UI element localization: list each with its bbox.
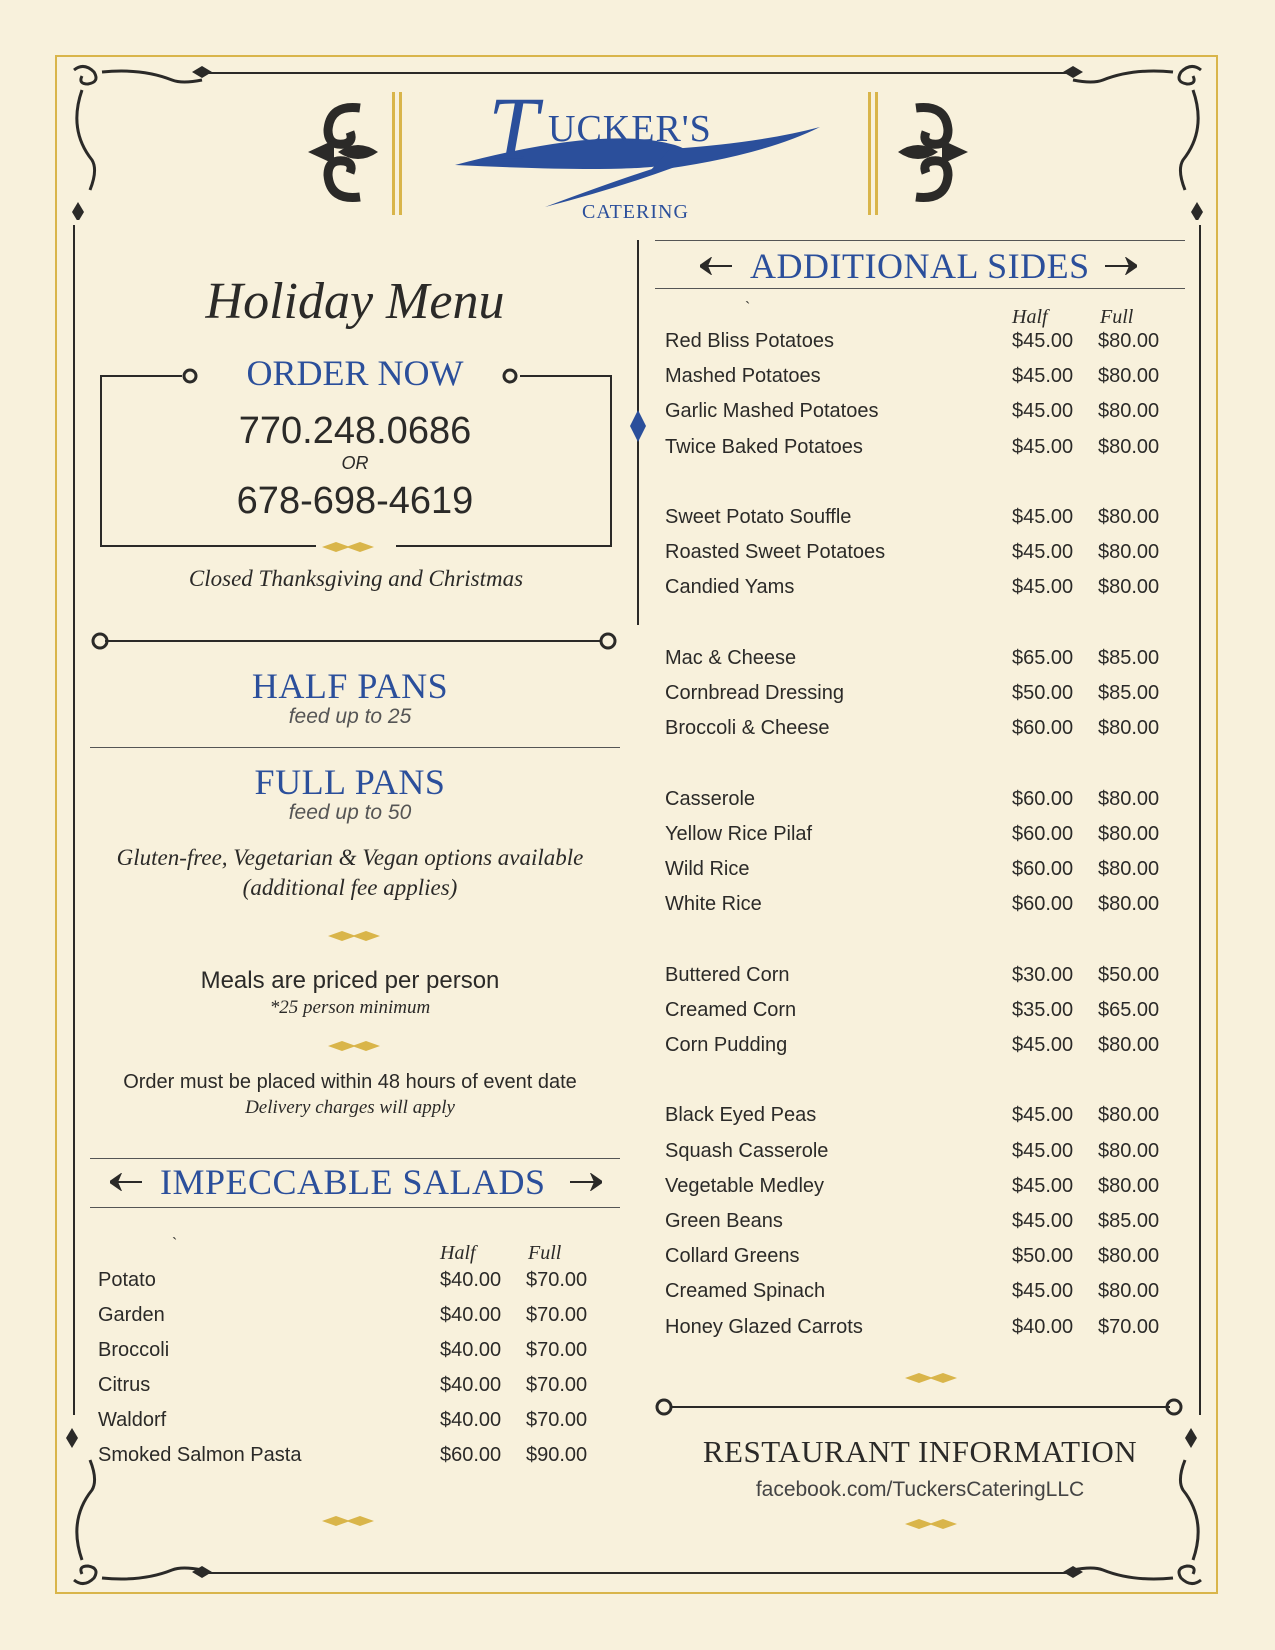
menu-item-name: Yellow Rice Pilaf — [665, 822, 813, 845]
sides-heading: ADDITIONAL SIDES — [750, 246, 1090, 286]
gold-bar — [399, 92, 402, 215]
menu-row — [665, 1210, 1175, 1238]
scroll-ornament-icon — [888, 100, 968, 205]
menu-item-full: $80.00 — [1098, 400, 1160, 423]
menu-item-full: $80.00 — [1098, 1280, 1160, 1303]
menu-item-half: $40.00 — [440, 1269, 502, 1291]
menu-row — [665, 999, 1175, 1027]
menu-item-half: $45.00 — [1012, 330, 1074, 352]
sides-tick: ` — [745, 300, 751, 317]
menu-item-half: $45.00 — [1012, 1210, 1074, 1232]
arrow-flourish-icon — [110, 1173, 142, 1191]
delivery-note: Delivery charges will apply — [245, 1097, 455, 1118]
menu-row — [665, 1245, 1175, 1273]
menu-item-full: $80.00 — [1098, 506, 1160, 528]
menu-item-name: Citrus — [98, 1374, 151, 1396]
menu-item-name: Squash Casserole — [665, 1139, 829, 1162]
options-line-1: Gluten-free, Vegetarian & Vegan options available — [116, 845, 584, 870]
order-rule-note: Order must be placed within 48 hours of event date — [123, 1071, 577, 1093]
menu-item-name: Buttered Corn — [665, 963, 790, 986]
corner-flourish-icon — [62, 60, 212, 220]
menu-item-full: $70.00 — [526, 1374, 588, 1396]
curl-icon — [652, 1396, 676, 1418]
menu-item-name: Casserole — [665, 787, 756, 810]
menu-item-name: Corn Pudding — [665, 1034, 788, 1056]
menu-item-name: Waldorf — [98, 1409, 167, 1431]
info-curl-rule — [670, 1406, 1170, 1408]
menu-item-half: $45.00 — [1012, 1174, 1074, 1197]
menu-item-name: Creamed Spinach — [665, 1280, 826, 1303]
salads-full-label: Full — [528, 1242, 562, 1264]
menu-row — [665, 541, 1175, 569]
menu-item-full: $70.00 — [526, 1409, 588, 1431]
gold-bar — [875, 92, 878, 215]
menu-row — [665, 1280, 1175, 1308]
menu-item-half: $50.00 — [1012, 1245, 1074, 1268]
menu-item-half: $60.00 — [1012, 822, 1074, 845]
menu-item-half: $30.00 — [1012, 963, 1074, 986]
menu-row — [665, 717, 1175, 745]
menu-item-half: $65.00 — [1012, 646, 1074, 669]
menu-row — [665, 506, 1175, 534]
menu-item-half: $60.00 — [1012, 893, 1074, 916]
menu-item-name: Garlic Mashed Potatoes — [665, 400, 879, 423]
phone-primary[interactable]: 770.248.0686 — [238, 410, 472, 452]
logo-sub: CATERING — [582, 201, 689, 223]
facebook-link[interactable]: facebook.com/TuckersCateringLLC — [755, 1478, 1085, 1501]
salads-heading: IMPECCABLE SALADS — [160, 1162, 546, 1202]
salads-tick: ` — [172, 1236, 178, 1253]
menu-row — [98, 1444, 598, 1472]
menu-item-full: $65.00 — [1098, 998, 1160, 1021]
menu-item-full: $80.00 — [1098, 1139, 1160, 1162]
menu-item-full: $80.00 — [1098, 1174, 1160, 1197]
menu-item-half: $35.00 — [1012, 998, 1074, 1021]
menu-item-name: White Rice — [665, 893, 762, 916]
menu-item-name: Smoked Salmon Pasta — [98, 1444, 302, 1466]
curl-rule — [105, 640, 602, 642]
menu-item-name: Roasted Sweet Potatoes — [665, 541, 886, 564]
closed-note: Closed Thanksgiving and Christmas — [188, 566, 524, 591]
menu-item-name: Black Eyed Peas — [665, 1104, 817, 1127]
menu-item-name: Garden — [98, 1304, 165, 1326]
menu-item-name: Cornbread Dressing — [665, 682, 844, 704]
menu-item-name: Wild Rice — [665, 858, 750, 880]
sides-half-label: Half — [1012, 306, 1048, 328]
menu-row — [665, 1316, 1175, 1344]
logo-initial: T — [488, 80, 539, 179]
menu-item-name: Potato — [98, 1269, 156, 1291]
menu-item-full: $70.00 — [526, 1339, 588, 1361]
menu-item-full: $80.00 — [1098, 435, 1160, 458]
gold-bar — [868, 92, 871, 215]
top-rule — [205, 72, 1070, 74]
gold-diamonds-icon — [905, 1518, 965, 1530]
menu-item-name: Mac & Cheese — [665, 646, 797, 669]
menu-item-half: $45.00 — [1012, 576, 1074, 599]
menu-row — [665, 436, 1175, 464]
menu-item-full: $80.00 — [1098, 1034, 1160, 1056]
menu-item-full: $80.00 — [1098, 576, 1160, 599]
menu-item-full: $50.00 — [1098, 963, 1160, 986]
right-rule — [1199, 225, 1201, 1415]
menu-item-full: $85.00 — [1098, 1210, 1160, 1232]
menu-item-half: $60.00 — [440, 1444, 502, 1466]
arrow-flourish-icon — [700, 257, 732, 275]
menu-row — [665, 576, 1175, 604]
menu-item-full: $80.00 — [1098, 787, 1160, 810]
menu-item-half: $45.00 — [1012, 506, 1074, 528]
holiday-menu-text: Holiday Menu — [205, 273, 505, 330]
menu-item-full: $70.00 — [526, 1269, 588, 1291]
full-pans-heading: FULL PANS — [254, 762, 446, 802]
arrow-flourish-icon — [1105, 257, 1137, 275]
curl-icon — [88, 630, 112, 652]
menu-item-full: $80.00 — [1098, 1245, 1160, 1268]
menu-item-half: $50.00 — [1012, 682, 1074, 704]
meals-priced-note: Meals are priced per person — [200, 967, 500, 994]
gold-diamonds-icon — [328, 1040, 388, 1052]
gold-diamonds-icon — [322, 1515, 382, 1527]
menu-row — [665, 893, 1175, 921]
menu-item-full: $85.00 — [1098, 646, 1160, 669]
menu-row — [665, 682, 1175, 710]
menu-item-half: $60.00 — [1012, 787, 1074, 810]
bottom-rule — [205, 1572, 1070, 1574]
logo-name: UCKER'S — [548, 108, 712, 150]
menu-item-name: Vegetable Medley — [665, 1174, 825, 1197]
menu-row — [665, 330, 1175, 358]
menu-row — [665, 1034, 1175, 1062]
menu-row — [665, 365, 1175, 393]
gold-diamonds-icon — [905, 1372, 965, 1384]
menu-item-half: $40.00 — [440, 1374, 502, 1396]
menu-row — [665, 788, 1175, 816]
scroll-ornament-icon — [308, 100, 388, 205]
salads-bottom-rule — [90, 1207, 620, 1208]
full-pans-feed: feed up to 50 — [288, 801, 412, 824]
menu-row — [665, 1175, 1175, 1203]
menu-item-name: Candied Yams — [665, 576, 795, 599]
menu-item-half: $45.00 — [1012, 541, 1074, 564]
sides-full-label: Full — [1100, 306, 1134, 328]
half-pans-feed: feed up to 25 — [288, 705, 412, 728]
tuckers-logo — [450, 80, 830, 225]
gold-bar — [392, 92, 395, 215]
menu-item-name: Green Beans — [665, 1210, 783, 1232]
menu-item-full: $80.00 — [1098, 893, 1160, 916]
menu-item-name: Broccoli — [98, 1339, 170, 1361]
menu-item-name: Sweet Potato Souffle — [665, 506, 852, 528]
menu-item-name: Mashed Potatoes — [665, 365, 821, 388]
menu-row — [665, 1104, 1175, 1132]
order-box-top-right — [520, 375, 612, 377]
curl-icon — [596, 630, 620, 652]
menu-item-full: $90.00 — [526, 1444, 588, 1466]
menu-item-half: $45.00 — [1012, 435, 1074, 458]
menu-item-half: $45.00 — [1012, 365, 1074, 388]
menu-item-half: $45.00 — [1012, 1104, 1074, 1127]
holiday-menu-title — [200, 262, 510, 342]
gold-diamonds-icon — [328, 930, 388, 942]
menu-item-half: $60.00 — [1012, 858, 1074, 880]
salads-half-label: Half — [440, 1242, 476, 1264]
menu-item-name: Twice Baked Potatoes — [665, 435, 863, 458]
options-line-2: (additional fee applies) — [242, 875, 458, 900]
minimum-note: *25 person minimum — [269, 997, 431, 1018]
restaurant-info-heading: RESTAURANT INFORMATION — [702, 1434, 1138, 1469]
menu-row — [665, 823, 1175, 851]
menu-row — [98, 1374, 598, 1402]
menu-item-half: $45.00 — [1012, 400, 1074, 423]
menu-item-half: $40.00 — [1012, 1315, 1074, 1338]
menu-item-full: $80.00 — [1098, 330, 1160, 352]
menu-item-half: $40.00 — [440, 1339, 502, 1361]
menu-row — [665, 647, 1175, 675]
curl-icon — [1162, 1396, 1186, 1418]
order-box-top-left — [100, 375, 182, 377]
order-now-heading: ORDER NOW — [246, 353, 464, 393]
gold-diamonds-icon — [322, 541, 382, 553]
menu-row — [98, 1339, 598, 1367]
salads-top-rule — [90, 1158, 620, 1159]
menu-item-full: $80.00 — [1098, 1104, 1160, 1127]
menu-item-name: Honey Glazed Carrots — [665, 1315, 863, 1338]
menu-item-full: $80.00 — [1098, 858, 1160, 880]
menu-item-half: $60.00 — [1012, 717, 1074, 740]
menu-row — [98, 1304, 598, 1332]
menu-item-full: $70.00 — [1098, 1315, 1160, 1338]
arrow-flourish-icon — [570, 1173, 602, 1191]
menu-item-full: $80.00 — [1098, 541, 1160, 564]
menu-item-full: $70.00 — [526, 1304, 588, 1326]
menu-row — [98, 1269, 598, 1297]
half-pans-heading: HALF PANS — [251, 666, 449, 706]
menu-item-full: $85.00 — [1098, 682, 1160, 704]
pans-divider — [90, 747, 620, 748]
phone-or: OR — [341, 453, 369, 473]
menu-item-full: $80.00 — [1098, 822, 1160, 845]
menu-row — [665, 400, 1175, 428]
sides-top-rule — [655, 240, 1185, 241]
phone-secondary[interactable]: 678-698-4619 — [236, 480, 474, 522]
menu-row — [665, 1140, 1175, 1168]
menu-item-name: Broccoli & Cheese — [665, 717, 830, 740]
menu-item-full: $80.00 — [1098, 365, 1160, 388]
menu-item-full: $80.00 — [1098, 717, 1160, 740]
menu-item-half: $40.00 — [440, 1304, 502, 1326]
menu-row — [98, 1409, 598, 1437]
menu-item-half: $45.00 — [1012, 1280, 1074, 1303]
menu-item-name: Collard Greens — [665, 1245, 800, 1268]
diamond-icon — [630, 410, 646, 442]
menu-item-half: $40.00 — [440, 1409, 502, 1431]
menu-item-half: $45.00 — [1012, 1139, 1074, 1162]
menu-item-half: $45.00 — [1012, 1034, 1074, 1056]
menu-item-name: Red Bliss Potatoes — [665, 330, 834, 352]
menu-row — [665, 964, 1175, 992]
sides-bottom-rule — [655, 288, 1185, 289]
menu-item-name: Creamed Corn — [665, 998, 797, 1021]
menu-row — [665, 858, 1175, 886]
corner-flourish-icon — [1063, 60, 1213, 220]
left-rule — [73, 225, 75, 1415]
